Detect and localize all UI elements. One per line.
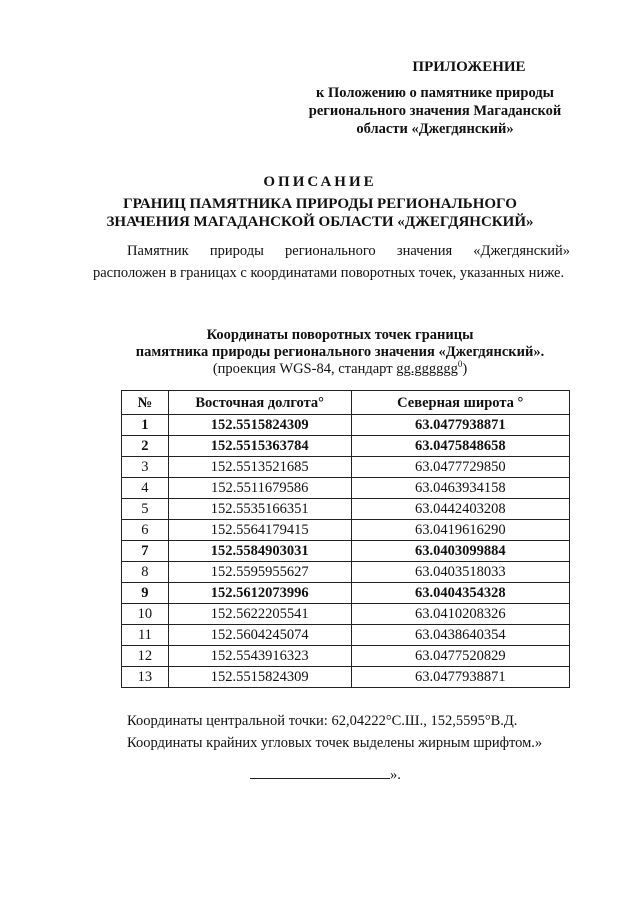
latitude-cell: 63.0442403208 xyxy=(351,499,570,520)
table-row xyxy=(122,646,570,667)
appendix-line: к Положению о памятнике природы xyxy=(316,85,554,101)
point-number-cell: 2 xyxy=(122,436,169,457)
longitude-cell: 152.5612073996 xyxy=(168,583,351,604)
point-number-cell: 5 xyxy=(122,499,169,520)
table-row xyxy=(122,457,570,478)
latitude-cell: 63.0477938871 xyxy=(351,415,570,436)
longitude-cell: 152.5515824309 xyxy=(168,415,351,436)
projection-prefix: (проекция WGS-84, стандарт xyxy=(212,361,397,377)
latitude-cell: 63.0477729850 xyxy=(351,457,570,478)
bold-note-line: Координаты крайних угловых точек выделены жирным шрифтом.» xyxy=(127,735,543,751)
longitude-cell: 152.5622205541 xyxy=(168,604,351,625)
projection-format: gg.gggggg xyxy=(396,361,458,377)
point-number-cell: 13 xyxy=(122,667,169,688)
latitude-cell: 63.0477520829 xyxy=(351,646,570,667)
point-number-cell: 4 xyxy=(122,478,169,499)
point-number-cell: 11 xyxy=(122,625,169,646)
longitude-cell: 152.5604245074 xyxy=(168,625,351,646)
longitude-cell: 152.5543916323 xyxy=(168,646,351,667)
table-header-row xyxy=(122,391,570,415)
point-number-cell: 7 xyxy=(122,541,169,562)
title-subtitle xyxy=(60,195,580,231)
header-latitude: Северная широта ° xyxy=(351,391,570,415)
table-row xyxy=(122,667,570,688)
table-row xyxy=(122,583,570,604)
title-main: ОПИСАНИЕ xyxy=(263,174,377,190)
header-number: № xyxy=(122,391,169,415)
table-row xyxy=(122,625,570,646)
degree-superscript: 0 xyxy=(457,359,463,370)
point-number-cell: 8 xyxy=(122,562,169,583)
appendix-block xyxy=(300,58,570,138)
table-body xyxy=(122,415,570,688)
point-number-cell: 12 xyxy=(122,646,169,667)
latitude-cell: 63.0419616290 xyxy=(351,520,570,541)
table-caption-line: памятника природы регионального значения «Джегдянский». xyxy=(135,344,545,360)
point-number-cell: 10 xyxy=(122,604,169,625)
latitude-cell: 63.0463934158 xyxy=(351,478,570,499)
point-number-cell: 6 xyxy=(122,520,169,541)
point-number-cell: 9 xyxy=(122,583,169,604)
center-point-line: Координаты центральной точки: 62,04222°С.Ш., 152,5595°В.Д. xyxy=(127,713,518,729)
latitude-cell: 63.0403099884 xyxy=(351,541,570,562)
header-longitude: Восточная долгота° xyxy=(168,391,351,415)
table-row xyxy=(122,520,570,541)
table-caption-line: Координаты поворотных точек границы xyxy=(206,327,474,343)
appendix-heading: ПРИЛОЖЕНИЕ xyxy=(412,59,526,75)
table-row xyxy=(122,499,570,520)
point-number-cell: 1 xyxy=(122,415,169,436)
longitude-cell: 152.5535166351 xyxy=(168,499,351,520)
closing-quote: ». xyxy=(390,767,401,783)
table-row xyxy=(122,478,570,499)
table-row xyxy=(122,562,570,583)
latitude-cell: 63.0477938871 xyxy=(351,667,570,688)
longitude-cell: 152.5584903031 xyxy=(168,541,351,562)
title-subtitle-line: ГРАНИЦ ПАМЯТНИКА ПРИРОДЫ РЕГИОНАЛЬНОГО xyxy=(123,196,517,212)
document-title xyxy=(60,172,580,231)
table-row xyxy=(122,436,570,457)
longitude-cell: 152.5511679586 xyxy=(168,478,351,499)
closing-line xyxy=(250,766,401,784)
table-row xyxy=(122,415,570,436)
point-number-cell: 3 xyxy=(122,457,169,478)
latitude-cell: 63.0410208326 xyxy=(351,604,570,625)
table-row xyxy=(122,541,570,562)
blank-underline xyxy=(250,766,390,779)
projection-suffix: ) xyxy=(462,361,468,377)
longitude-cell: 152.5564179415 xyxy=(168,520,351,541)
appendix-line: области «Джегдянский» xyxy=(356,121,514,137)
latitude-cell: 63.0475848658 xyxy=(351,436,570,457)
center-coordinates-note xyxy=(127,710,587,754)
coordinates-table xyxy=(121,390,570,688)
latitude-cell: 63.0403518033 xyxy=(351,562,570,583)
table-row xyxy=(122,604,570,625)
table-caption xyxy=(60,327,620,378)
longitude-cell: 152.5515363784 xyxy=(168,436,351,457)
projection-note xyxy=(60,361,620,378)
appendix-line: регионального значения Магаданской xyxy=(308,103,562,119)
title-subtitle-line: ЗНАЧЕНИЯ МАГАДАНСКОЙ ОБЛАСТИ «ДЖЕГДЯНСКИЙ» xyxy=(106,214,534,230)
latitude-cell: 63.0438640354 xyxy=(351,625,570,646)
longitude-cell: 152.5513521685 xyxy=(168,457,351,478)
longitude-cell: 152.5595955627 xyxy=(168,562,351,583)
intro-paragraph: Памятник природы регионального значения «Джегдянский» расположен в границах с координатами поворотных точек, указанных ниже. xyxy=(93,243,570,281)
longitude-cell: 152.5515824309 xyxy=(168,667,351,688)
latitude-cell: 63.0404354328 xyxy=(351,583,570,604)
